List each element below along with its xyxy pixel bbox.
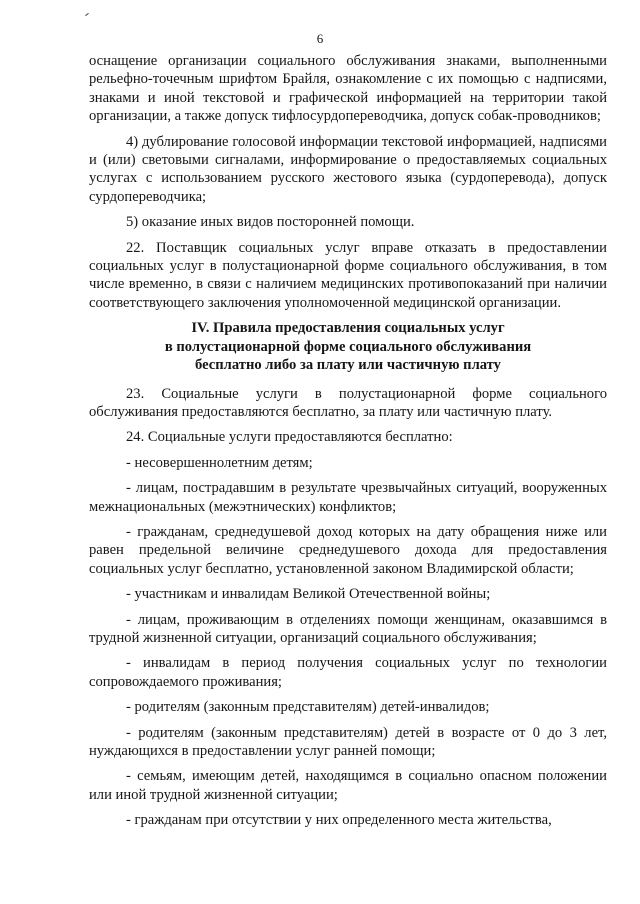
scan-mark — [85, 13, 89, 16]
section-heading — [89, 319, 607, 374]
list-item: - лицам, проживающим в отделениях помощи женщинам, оказавшимся в трудной жизненной ситуации, организаций социального обслуживания; — [89, 611, 607, 646]
list-item: - лицам, пострадавшим в результате чрезвычайных ситуаций, вооруженных межнациональных (межэтнических) конфликтов; — [89, 480, 607, 515]
list-item: - гражданам при отсутствии у них определенного места жительства, — [126, 812, 552, 829]
section-heading-line: IV. Правила предоставления социальных услуг — [191, 320, 505, 337]
page-number: 6 — [316, 31, 324, 46]
list-item: - семьям, имеющим детей, находящимся в социально опасном положении или иной трудной жизненной ситуации; — [89, 768, 607, 803]
section-heading-line: бесплатно либо за плату или частичную плату — [195, 357, 501, 374]
paragraph: 5) оказание иных видов посторонней помощи. — [126, 214, 415, 231]
list-item: - родителям (законным представителям) детей-инвалидов; — [126, 699, 490, 716]
document-body — [89, 52, 607, 837]
list-item: - несовершеннолетним детям; — [126, 454, 313, 471]
paragraph: 4) дублирование голосовой информации текстовой информацией, надписями и (или) световыми сигналами, информирование о предоставляемых социальных услугах с использованием русского жестового языка (сурдоперевода), допуск сурдопереводчика; — [89, 133, 607, 205]
list-item: - участникам и инвалидам Великой Отечественной войны; — [126, 586, 491, 603]
paragraph: 23. Социальные услуги в полустационарной форме социального обслуживания предоставляются бесплатно, за плату или частичную плату. — [89, 385, 607, 420]
list-item: - родителям (законным представителям) детей в возрасте от 0 до 3 лет, нуждающихся в предоставлении услуг ранней помощи; — [89, 724, 607, 759]
paragraph: 22. Поставщик социальных услуг вправе отказать в предоставлении социальных услуг в полустационарной форме социального обслуживания, в том числе временно, в связи с наличием медицинских противопоказаний при наличии соответствующего заключения уполномоченной медицинской организации. — [89, 239, 607, 311]
list-item: - гражданам, среднедушевой доход которых на дату обращения ниже или равен предельной величине среднедушевого дохода для предоставления социальных услуг бесплатно, установленной законом Владимирской области; — [89, 523, 607, 577]
list-item: - инвалидам в период получения социальных услуг по технологии сопровождаемого проживания; — [89, 655, 607, 690]
paragraph: оснащение организации социального обслуживания знаками, выполненными рельефно-точечным шрифтом Брайля, ознакомление с их помощью с надписями, знаками и иной текстовой и графической информацией на территории такой организации, а также допуск тифлосурдопереводчика, допуск собак-проводников; — [89, 53, 607, 125]
section-heading-line: в полустационарной форме социального обслуживания — [164, 338, 532, 355]
paragraph: 24. Социальные услуги предоставляются бесплатно: — [126, 429, 453, 446]
